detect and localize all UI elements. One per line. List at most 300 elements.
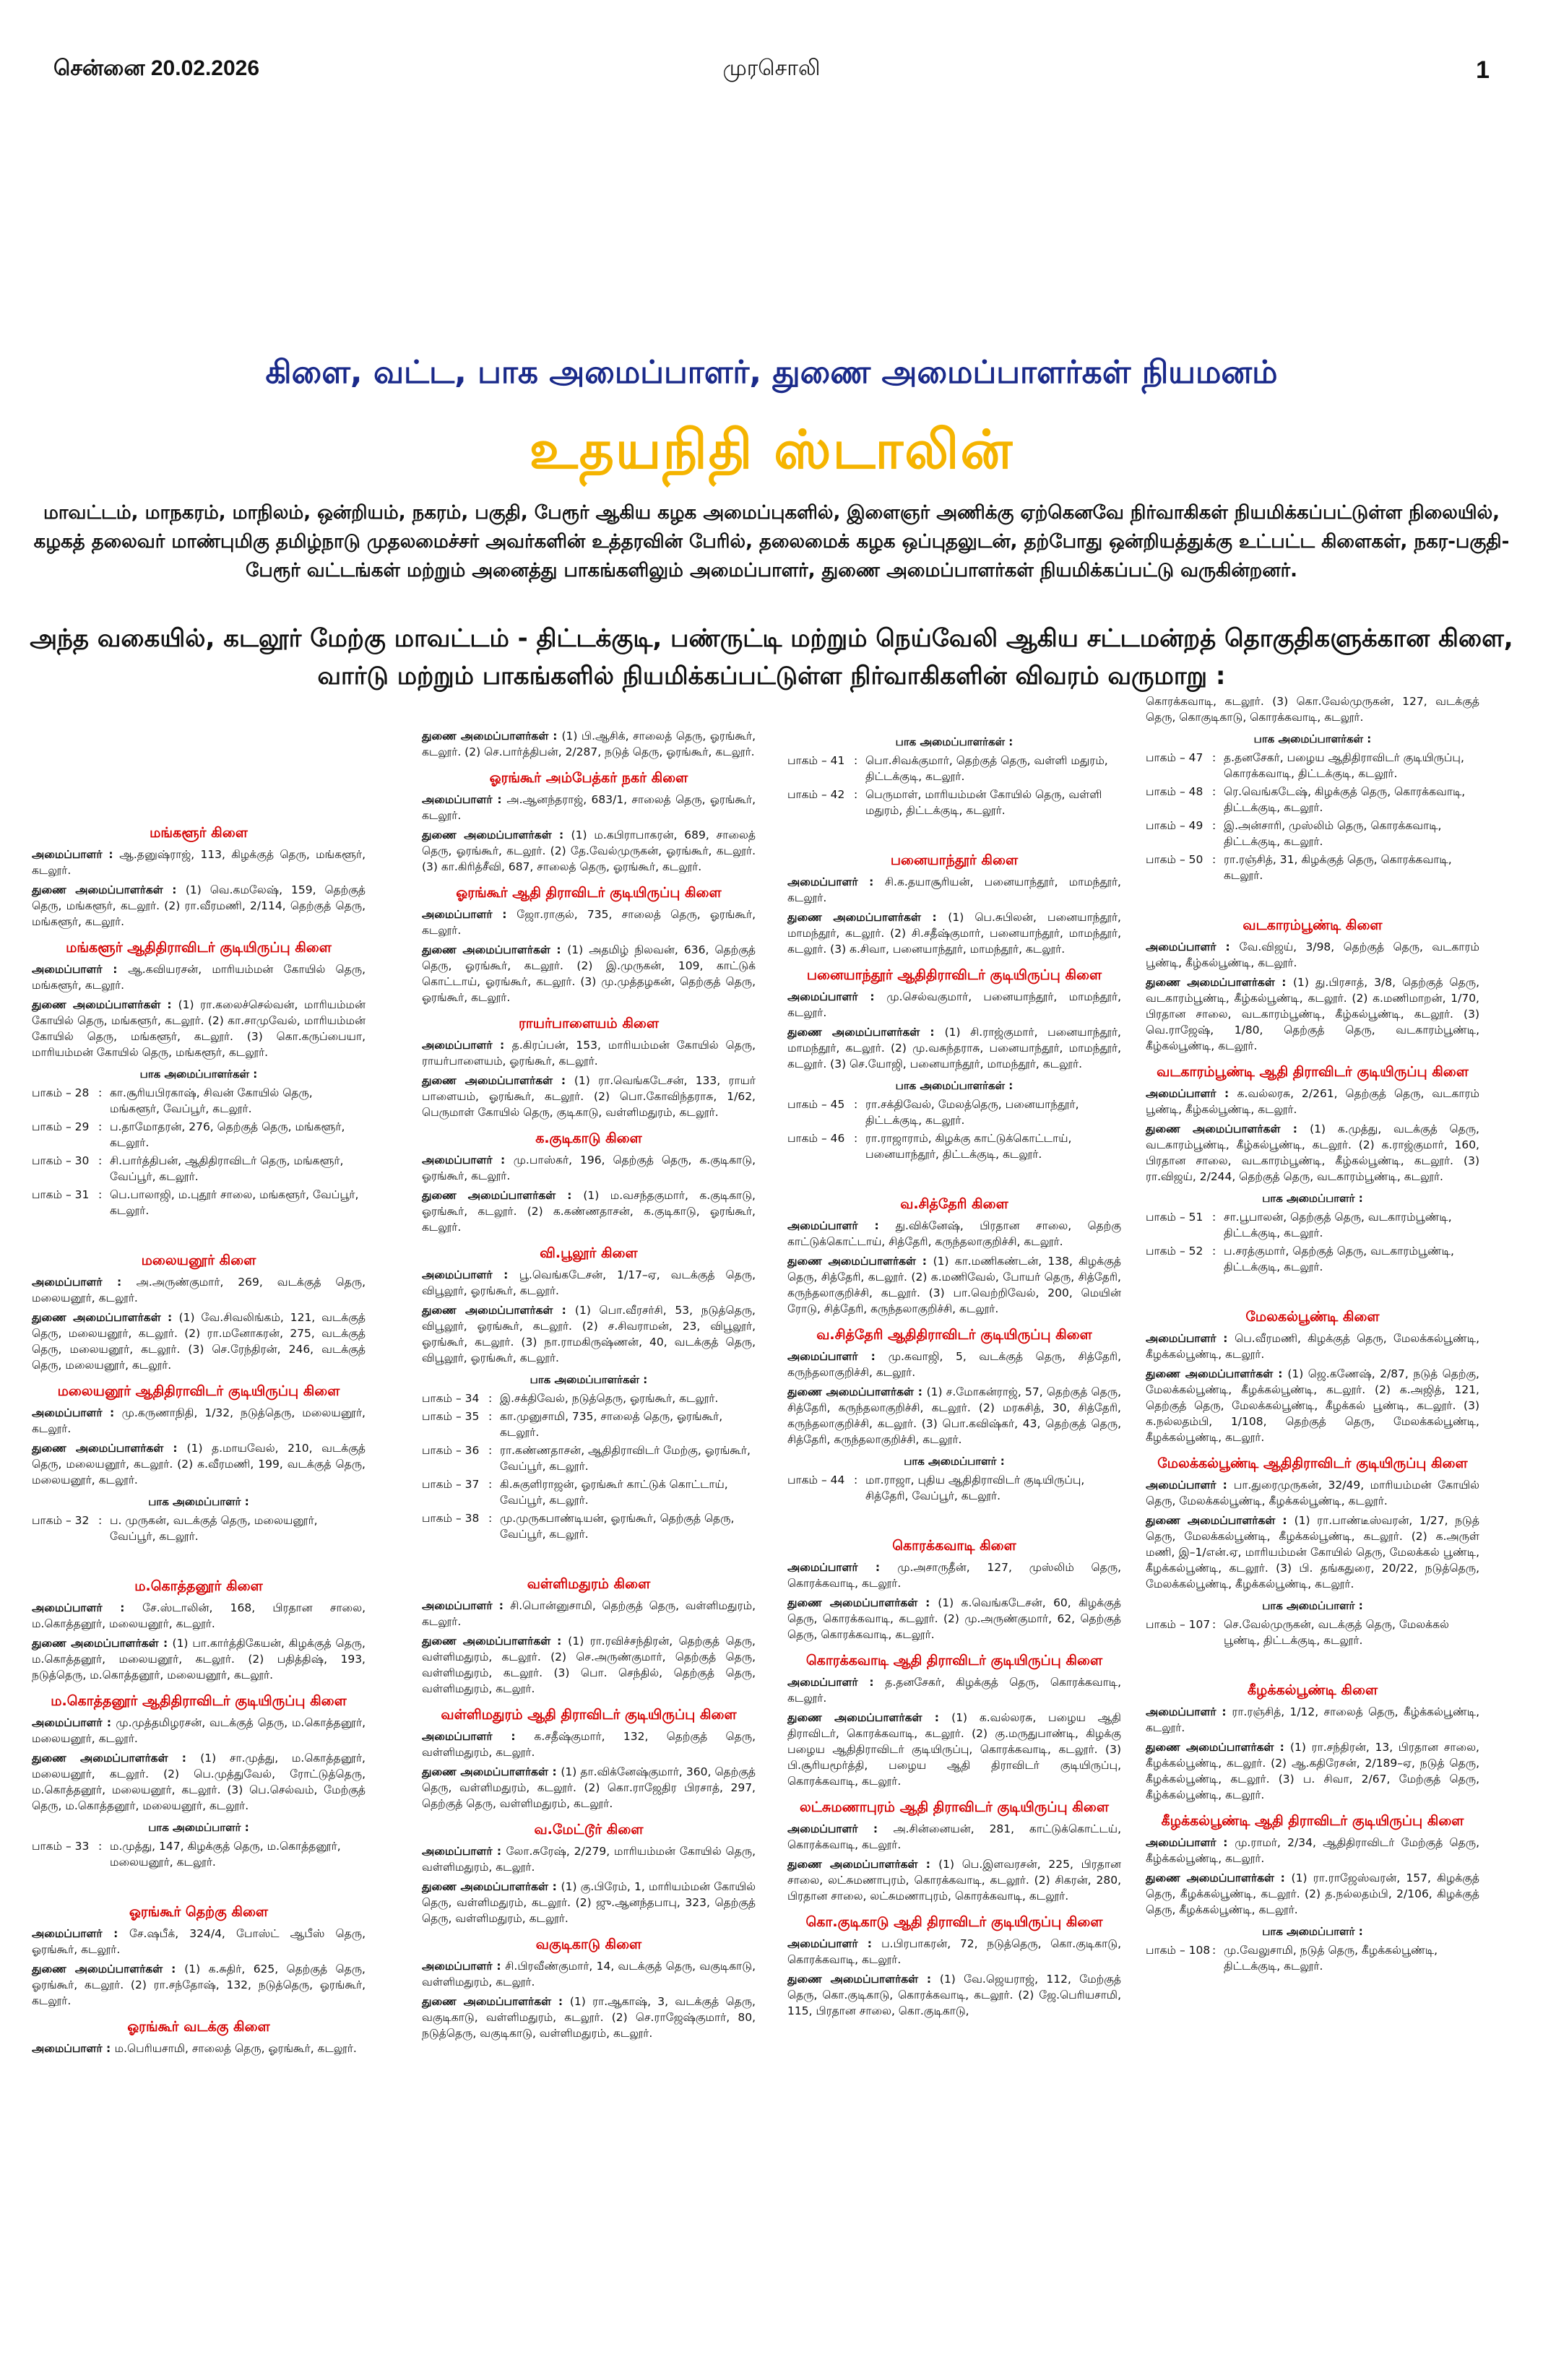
role-label: துணை அமைப்பாளர்கள் : (422, 1074, 574, 1087)
subsection-heading: பாக அமைப்பாளர்கள் : (530, 1373, 648, 1386)
appointee-details: (1) ம.வசந்தகுமார், க.குடிகாடு, ஓரங்கூர், கடலூர். (2) க.கண்ணதாசன், க.குடிகாடு, ஓரங்கூர், கடலூர். (422, 1189, 756, 1234)
role-label: துணை அமைப்பாளர்கள் : (787, 1385, 927, 1398)
appointee-details: து.விக்னேஷ், பிரதான சாலை, தெற்கு காட்டுக்கொட்டாய், சித்தேரி, கருந்தலாகுறிச்சி, கடலூர். (787, 1219, 1122, 1248)
role-label: துணை அமைப்பாளர்கள் : (32, 998, 178, 1011)
spacer (1146, 886, 1479, 907)
appointee-entry (787, 909, 1121, 957)
appointee-details: (1) பெ.சுபிலன், பனையாந்தூர், மாமந்தூர், கடலூர். (2) சி.சதீஷ்குமார், பனையாந்தூர், மாமந்தூர், கடலூர். (3) க.சிவா, பனையாந்தூர், மாமந்தூர், கடலூர். (787, 911, 1121, 956)
appointee-details: ரா.ரஞ்சித், 1/12, சாலைத் தெரு, கீழ்க்கல்பூண்டி, கடலூர். (1146, 1705, 1479, 1734)
headline: கிளை, வட்ட, பாக அமைப்பாளர், துணை அமைப்பாளர்கள் நியமனம் (265, 354, 1278, 391)
role-label: துணை அமைப்பாளர்கள் : (787, 911, 948, 924)
booth-number: பாகம் – 28 (32, 1086, 90, 1099)
appointee-details: (1) து.பிரசாத், 3/8, தெற்குத் தெரு, வடகாரம்பூண்டி, கீழ்கல்பூண்டி, கடலூர். (2) க.மணிமாறன், 1/70, பிரதான சாலை, வடகாரம்பூண்டி, கீழ்கல்பூண்டி, கடலூர். (3) வெ.ராஜேஷ், 1/80, தெற்குத் தெரு, வடகாரம்பூண்டி, கீழ்கல்பூண்டி, கடலூர். (1146, 976, 1479, 1052)
booth-appointee: ப.தாமோதரன், 276, தெற்குத் தெரு, மங்களூர், கடலூர். (110, 1120, 345, 1149)
booth-number: பாகம் – 34 (422, 1392, 480, 1405)
booth-appointee: செ.வேல்முருகன், வடக்குத் தெரு, மேலக்கல் பூண்டி, திட்டக்குடி, கடலூர். (1224, 1618, 1449, 1647)
appointee-details: பூ.வெங்கடேசன், 1/17–ஏ, வடக்குத் தெரு, விபூலூர், ஓரங்கூர், கடலூர். (422, 1268, 756, 1297)
separator: : (98, 1188, 103, 1201)
role-label: துணை அமைப்பாளர்கள் : (1146, 1122, 1310, 1135)
section-heading: மேலகல்பூண்டி கிளை (1245, 1309, 1380, 1325)
separator: : (1212, 853, 1216, 866)
separator: : (854, 1098, 858, 1111)
appointee-entry (1146, 1121, 1479, 1185)
role-label: துணை அமைப்பாளர்கள் : (422, 1189, 584, 1202)
booth-appointee: சி.பார்த்திபன், ஆதிதிராவிடர் தெரு, மங்களூர், வேப்பூர், கடலூர். (110, 1154, 344, 1183)
appointee-entry (422, 728, 756, 760)
role-label: துணை அமைப்பாளர்கள் : (1146, 1741, 1290, 1754)
role-label: துணை அமைப்பாளர்கள் : (787, 1711, 952, 1724)
appointee-entry (32, 1635, 366, 1683)
separator: : (98, 1120, 103, 1133)
role-label: அமைப்பாளர் : (787, 1350, 889, 1363)
role-label: அமைப்பாளர் : (32, 963, 129, 976)
role-label: அமைப்பாளர் : (1146, 1705, 1232, 1718)
section-heading: ம.கொத்தனூர் ஆதிதிராவிடர் குடியிருப்பு கிளை (51, 1693, 347, 1709)
appointee-entry (1146, 1835, 1479, 1866)
appointee-entry (32, 1600, 366, 1632)
role-label: அமைப்பாளர் : (787, 990, 887, 1003)
section-heading: வடகாரம்பூண்டி கிளை (1242, 917, 1383, 933)
role-label: துணை அமைப்பாளர்கள் : (422, 943, 568, 956)
appointee-details: மு.அசாருதீன், 127, முஸ்லிம் தெரு, கொரக்கவாடி, கடலூர். (787, 1561, 1121, 1590)
appointee-details: பெ.வீரமணி, கிழக்குத் தெரு, மேலக்கல்பூண்டி, கீழக்கல்பூண்டி, கடலூர். (1146, 1332, 1479, 1361)
appointee-details: (1) பெ.இளவரசன், 225, பிரதான சாலை, லட்சுமணாபுரம், கொரக்கவாடி, கடலூர். (2) சிகரன், 280, பிரதான சாலை, லட்சுமணாபுரம், கொரக்கவாடி, கடலூர். (787, 1858, 1121, 1903)
appointee-details: அ.அருண்குமார், 269, வடக்குத் தெரு, மலையனூர், கடலூர். (32, 1276, 366, 1304)
appointee-details: (1) ரா.கலைச்செல்வன், மாரியம்மன் கோயில் தெரு, மங்களூர், கடலூர். (2) கா.சாமுவேல், மாரியம்மன் கோயில் தெரு, மங்களூர், கடலூர். (3) கொ.கருப்பையா, மாரியம்மன் கோயில் தெரு, மங்களூர், கடலூர். (32, 998, 366, 1059)
role-label: அமைப்பாளர் : (1146, 1479, 1234, 1492)
role-label: அமைப்பாளர் : (787, 1561, 898, 1574)
booth-row (32, 1187, 366, 1219)
role-label: அமைப்பாளர் : (422, 1845, 506, 1858)
appointee-details: ஆ.தனுஷ்ராஜ், 113, கிழக்குத் தெரு, மங்களூர், கடலூர். (32, 848, 366, 877)
role-label: அமைப்பாளர் : (422, 1730, 535, 1743)
booth-row (787, 1096, 1121, 1128)
booth-appointee: ப. முருகன், வடக்குத் தெரு, மலையனூர், வேப்பூர், கடலூர். (110, 1514, 318, 1543)
booth-row (32, 1119, 366, 1151)
appointee-details: (1) கா.மணிகண்டன், 138, கிழக்குத் தெரு, சித்தேரி, கடலூர். (2) க.மணிவேல், போயர் தெரு, சித்தேரி, கருந்தலாகுறிச்சி, கடலூர். (3) பா.வெற்றிவேல், 200, மெயின் ரோடு, சித்தேரி, கருந்தலாகுறிச்சி, கடலூர். (787, 1255, 1121, 1315)
spacer (787, 821, 1121, 842)
appointee-entry (1146, 1330, 1479, 1362)
appointee-entry (422, 1994, 756, 2041)
appointee-entry (422, 1302, 756, 1366)
booth-appointee: மா.ராஜா, புதிய ஆதிதிராவிடர் குடியிருப்பு, சித்தேரி, வேப்பூர், கடலூர். (865, 1474, 1085, 1502)
appointee-details: (1) பொ.வீரசர்சி, 53, நடுத்தெரு, விபூலூர், ஓரங்கூர், கடலூர். (2) ச.சிவராமன், 23, விபூலூர், ஓரங்கூர், கடலூர். (3) நா.ராமகிருஷ்ணன், 40, வடக்குத் தெரு, விபூலூர், ஓரங்கூர், கடலூர். (422, 1304, 756, 1364)
role-label: அமைப்பாளர் : (422, 793, 507, 806)
appointee-entry (422, 1843, 756, 1875)
appointee-details: (1) சி.ராஜ்குமார், பனையாந்தூர், மாமந்தூர், கடலூர். (2) மு.வசுந்தராசு, பனையாந்தூர், மாமந்தூர், கடலூர். (3) செ.யோஜி, பனையாந்தூர், மாமந்தூர், கடலூர். (787, 1026, 1121, 1070)
booth-row (1146, 1942, 1479, 1974)
booth-row (422, 1476, 756, 1508)
column-2 (422, 728, 756, 2045)
appointee-details: த.கிரப்பன், 153, மாரியம்மன் கோயில் தெரு, ராயர்பாளையம், ஓரங்கூர், கடலூர். (422, 1039, 756, 1068)
role-label: அமைப்பாளர் : (422, 1960, 506, 1973)
separator: : (854, 1474, 858, 1487)
booth-row (32, 1513, 366, 1544)
section-heading: மலையனூர் ஆதிதிராவிடர் குடியிருப்பு கிளை (57, 1383, 340, 1399)
role-label: துணை அமைப்பாளர்கள் : (1146, 1367, 1288, 1380)
appointee-details: சே.ஷபீக், 324/4, போஸ்ட் ஆபீஸ் தெரு, ஓரங்கூர், கடலூர். (32, 1927, 366, 1956)
section-heading: வகுடிகாடு கிளை (535, 1937, 642, 1952)
subsection-heading: பாக அமைப்பாளர் : (1262, 1925, 1363, 1938)
booth-number: பாகம் – 48 (1146, 785, 1203, 798)
booth-number: பாகம் – 29 (32, 1120, 90, 1133)
appointee-entry (32, 1750, 366, 1814)
appointee-entry (32, 2041, 366, 2056)
separator: : (98, 1840, 103, 1853)
booth-appointee: ரா.கண்ணதாசன், ஆதிதிராவிடர் மேற்கு, ஓரங்கூர், வேப்பூர், கடலூர். (500, 1444, 751, 1473)
spacer (32, 1221, 366, 1242)
separator: : (854, 1132, 858, 1145)
appointee-entry (422, 1267, 756, 1299)
booth-appointee: சா.பூபாலன், தெற்குத் தெரு, வடகாரம்பூண்டி, திட்டக்குடி, கடலூர். (1224, 1211, 1452, 1239)
appointee-entry (1146, 974, 1479, 1054)
appointee-details: ம.பெரியசாமி, சாலைத் தெரு, ஓரங்கூர், கடலூர். (114, 2042, 357, 2055)
booth-row (422, 1408, 756, 1440)
booth-appointee: கா.முனுசாமி, 735, சாலைத் தெரு, ஓரங்கூர், கடலூர். (500, 1410, 723, 1439)
appointee-details: (1) ரா.ராஜேஸ்வரன், 157, கிழக்குத் தெரு, கீழக்கல்பூண்டி, கடலூர். (2) த.நல்லதம்பி, 2/106, கிழக்குத் தெரு, கீழக்கல்பூண்டி, கடலூர். (1146, 1871, 1479, 1916)
booth-appointee: ரெ.வெங்கடேஷ், கிழக்குத் தெரு, கொரக்கவாடி, திட்டக்குடி, கடலூர். (1224, 785, 1466, 814)
subsection-heading: பாக அமைப்பாளர் : (148, 1821, 249, 1834)
booth-appointee: மு.வேலுசாமி, நடுத் தெரு, கீழக்கல்பூண்டி, திட்டக்குடி, கடலூர். (1224, 1944, 1438, 1973)
role-label: துணை அமைப்பாளர்கள் : (422, 828, 571, 841)
booth-row (787, 1472, 1121, 1504)
appointee-entry (1146, 1513, 1479, 1592)
appointee-entry (32, 847, 366, 878)
spacer (422, 1544, 756, 1566)
appointee-entry (1146, 1477, 1479, 1509)
appointee-entry (32, 1715, 366, 1747)
appointee-details: (1) வெ.கமலேஷ், 159, தெற்குத் தெரு, மங்களூர், கடலூர். (2) ரா.வீரமணி, 2/114, தெற்குத் தெரு, மங்களூர், கடலூர். (32, 883, 366, 928)
appointee-details: சே.ஸ்டாலின், 168, பிரதான சாலை, ம.கொத்தனூர், மலையனூர், கடலூர். (32, 1601, 366, 1630)
role-label: அமைப்பாளர் : (787, 1676, 886, 1689)
appointee-entry (32, 997, 366, 1060)
appointee-details: (1) தா.விக்னேஷ்குமார், 360, தெற்குத் தெரு, வள்ளிமதுரம், கடலூர். (2) கொ.ராஜேதிர பிரசாத், 297, தெற்குத் தெரு, வள்ளிமதுரம், கடலூர். (422, 1765, 756, 1810)
separator: : (488, 1410, 493, 1423)
booth-number: பாகம் – 45 (787, 1098, 845, 1111)
appointee-details: (1) த.மாயவேல், 210, வடக்குத் தெரு, மலையனூர், கடலூர். (2) க.வீரமணி, 199, வடக்குத் தெரு, மலையனூர், கடலூர். (32, 1442, 366, 1487)
appointee-entry (787, 1971, 1121, 2019)
spacer (787, 1164, 1121, 1186)
separator: : (854, 788, 858, 801)
booth-number: பாகம் – 38 (422, 1512, 480, 1525)
separator: : (488, 1478, 493, 1491)
subsection-heading: பாக அமைப்பாளர்கள் : (895, 735, 1013, 748)
role-label: அமைப்பாளர் : (787, 1822, 894, 1835)
section-heading: கொரக்கவாடி ஆதி திராவிடர் குடியிருப்பு கிளை (805, 1653, 1103, 1669)
page-header (53, 56, 1490, 85)
role-label: துணை அமைப்பாளர்கள் : (1146, 1871, 1292, 1884)
role-label: அமைப்பாளர் : (422, 908, 517, 921)
role-label: துணை அமைப்பாளர்கள் : (32, 883, 186, 896)
separator: : (98, 1514, 103, 1527)
column-4 (1146, 693, 1479, 1976)
booth-number: பாகம் – 31 (32, 1188, 90, 1201)
appointee-entry (1146, 1704, 1479, 1736)
booth-appointee: பெ.பாலாஜி, ம.புதூர் சாலை, மங்களூர், வேப்பூர், கடலூர். (110, 1188, 359, 1217)
separator: : (488, 1512, 493, 1525)
appointee-entry (32, 961, 366, 993)
role-label: அமைப்பாளர் : (32, 2042, 115, 2055)
appointee-entry (32, 1405, 366, 1437)
separator: : (1212, 1618, 1216, 1631)
booth-number: பாகம் – 41 (787, 754, 845, 767)
booth-row (1146, 750, 1479, 782)
appointee-entry (787, 1821, 1121, 1853)
separator: : (488, 1444, 493, 1457)
section-heading: ம.கொத்தனூர் கிளை (134, 1578, 263, 1594)
booth-appointee: ப.சரத்குமார், தெற்குத் தெரு, வடகாரம்பூண்டி, திட்டக்குடி, கடலூர். (1224, 1245, 1454, 1273)
column-3 (787, 728, 1121, 2022)
separator: : (854, 754, 858, 767)
page-number: 1 (1476, 56, 1490, 84)
booth-number: பாகம் – 108 (1146, 1944, 1211, 1957)
appointee-entry (422, 1598, 756, 1630)
appointee-entry (1146, 1739, 1479, 1803)
booth-appointee: ரா.ராஜாராம், கிழக்கு காட்டுக்கொட்டாய், பனையாந்தூர், திட்டக்குடி, கடலூர். (865, 1132, 1072, 1161)
appointee-details: க.சதீஷ்குமார், 132, தெற்குத் தெரு, வள்ளிமதுரம், கடலூர். (422, 1730, 756, 1759)
date-line: சென்னை 20.02.2026 (53, 56, 260, 80)
role-label: அமைப்பாளர் : (787, 1937, 882, 1950)
booth-number: பாகம் – 32 (32, 1514, 90, 1527)
appointee-details: சி.பிரவீண்குமார், 14, வடக்குத் தெரு, வகுடிகாடு, வள்ளிமதுரம், கடலூர். (422, 1960, 756, 1989)
appointee-details: அ.ஆனந்தராஜ், 683/1, சாலைத் தெரு, ஓரங்கூர், கடலூர். (422, 793, 756, 822)
spacer (1146, 1277, 1479, 1299)
appointee-details: (1) பி.ஆசிக், சாலைத் தெரு, ஓரங்கூர், கடலூர். (2) செ.பார்த்திபன், 2/287, நடுத் தெரு, ஓரங்கூர், கடலூர். (422, 730, 756, 758)
appointee-entry (1146, 1086, 1479, 1117)
intro-paragraph: மாவட்டம், மாநகரம், மாநிலம், ஒன்றியம், நகரம், பகுதி, பேரூர் ஆகிய கழக அமைப்புகளில், இளைஞர் அணிக்கு ஏற்கெனவே நிர்வாகிகள் நியமிக்கப்பட்டுள்ள நிலையில், கழகத் தலைவர் மாண்புமிகு தமிழ்நாடு முதலமைச்சர் அவர்களின் உத்தரவின் பேரில், தலைமைக் கழக ஒப்புதலுடன், தற்போது ஒன்றியத்துக்கு உட்பட்ட கிளைகள், நகர-பகுதி-பேரூர் வட்டங்கள் மற்றும் அனைத்து பாகங்களிலும் அமைப்பாளர், துணை அமைப்பாளர்கள் நியமிக்கப்பட்டு வருகின்றனர். (33, 502, 1510, 581)
appointee-entry (787, 1559, 1121, 1591)
booth-number: பாகம் – 52 (1146, 1245, 1203, 1258)
role-label: அமைப்பாளர் : (422, 1268, 519, 1281)
section-heading: மங்களூர் ஆதிதிராவிடர் குடியிருப்பு கிளை (66, 940, 332, 956)
role-label: துணை அமைப்பாளர்கள் : (422, 1765, 561, 1778)
newspaper-name: முரசொலி (722, 56, 821, 80)
section-heading: ஓரங்கூர் ஆதி திராவிடர் குடியிருப்பு கிளை (456, 885, 722, 901)
appointee-details: (1) ஜெ.கணேஷ், 2/87, நடுத் தெற்கு, மேலக்கல்பூண்டி, கீழக்கல்பூண்டி, கடலூர். (2) க.அஜித், 121, தெற்குத் தெரு, மேலக்கல்பூண்டி, கீழக்கல் பூண்டி, கடலூர். (3) க.நல்லதம்பி, 1/108, தெற்குத் தெரு, மேலக்கல்பூண்டி, கீழக்கல்பூண்டி, கடலூர். (1146, 1367, 1479, 1444)
appointee-details: ப.பிரபாகரன், 72, நடுத்தெரு, கொ.குடிகாடு, கொரக்கவாடி, கடலூர். (787, 1937, 1121, 1966)
role-label: துணை அமைப்பாளர்கள் : (787, 1596, 938, 1609)
separator: : (1212, 819, 1216, 832)
appointee-details: மு.ராமர், 2/34, ஆதிதிராவிடர் மேற்குத் தெரு, கீழ்க்கல்பூண்டி, கடலூர். (1146, 1836, 1479, 1865)
booth-number: பாகம் – 47 (1146, 751, 1203, 764)
appointee-details: மு.கருணாநிதி, 1/32, நடுத்தெரு, மலையனூர், கடலூர். (32, 1406, 366, 1435)
subsection-heading: பாக அமைப்பாளர் : (904, 1455, 1005, 1468)
booth-number: பாகம் – 33 (32, 1840, 90, 1853)
role-label: துணை அமைப்பாளர்கள் : (787, 1858, 939, 1871)
appointee-details: (1) பா.கார்த்திகேயன், கிழக்குத் தெரு, ம.கொத்தனூர், மலையனூர், கடலூர். (2) பதித்திஷ், 193, நடுத்தெரு, ம.கொத்தனூர், மலையனூர், கடலூர். (32, 1637, 366, 1682)
booth-number: பாகம் – 30 (32, 1154, 90, 1167)
role-label: துணை அமைப்பாளர்கள் : (422, 730, 562, 743)
role-label: துணை அமைப்பாளர்கள் : (787, 1026, 945, 1039)
role-label: அமைப்பாளர் : (32, 1927, 129, 1940)
appointee-entry (422, 1879, 756, 1926)
appointee-entry (422, 1633, 756, 1697)
appointee-entry (787, 1595, 1121, 1643)
appointee-details: சி.க.தயாசூரியன், பனையாந்தூர், மாமந்தூர், கடலூர். (787, 875, 1121, 904)
appointee-details: (1) ம.கபிராபாகரன், 689, சாலைத் தெரு, ஓரங்கூர், கடலூர். (2) தே.வேல்முருகன், ஓரங்கூர், கடலூர். (3) கா.கிரித்சீவி, 687, சாலைத் தெரு, ஓரங்கூர், கடலூர். (422, 828, 756, 873)
section-heading: வள்ளிமதுரம் கிளை (527, 1576, 651, 1592)
booth-number: பாகம் – 107 (1146, 1618, 1211, 1631)
appointee-entry (787, 1856, 1121, 1904)
booth-appointee: ரா.ரஞ்சித், 31, கிழக்குத் தெரு, கொரக்கவாடி, கடலூர். (1224, 853, 1452, 882)
appointee-entry (32, 1440, 366, 1488)
appointee-entry (422, 1764, 756, 1812)
appointee-details: சி.பொன்னுசாமி, தெற்குத் தெரு, வள்ளிமதுரம், கடலூர். (422, 1599, 756, 1628)
role-label: துணை அமைப்பாளர்கள் : (787, 1973, 940, 1986)
appointee-details: மு.முத்தமிழரசன், வடக்குத் தெரு, ம.கொத்தனூர், மலையனூர், கடலூர். (32, 1716, 366, 1745)
section-heading: வள்ளிமதுரம் ஆதி திராவிடர் குடியிருப்பு கிளை (441, 1707, 737, 1723)
role-label: அமைப்பாளர் : (32, 1601, 143, 1614)
separator: : (1212, 785, 1216, 798)
role-label: அமைப்பாளர் : (32, 1406, 122, 1419)
section-heading: வ.சித்தேரி ஆதிதிராவிடர் குடியிருப்பு கிளை (816, 1327, 1092, 1343)
subsection-heading: பாக அமைப்பாளர் : (1262, 1599, 1363, 1612)
booth-number: பாகம் – 49 (1146, 819, 1203, 832)
appointee-entry (787, 989, 1121, 1021)
section-heading: லட்சுமணாபுரம் ஆதி திராவிடர் குடியிருப்பு கிளை (800, 1799, 1109, 1815)
section-heading: கீழக்கல்பூண்டி கிளை (1247, 1682, 1378, 1698)
booth-row (1146, 784, 1479, 815)
section-heading: ஓரங்கூர் வடக்கு கிளை (127, 2019, 270, 2035)
appointee-details: (1) வே.ஜெயராஜ், 112, மேற்குத் தெரு, கொ.குடிகாடு, கொரக்கவாடி, கடலூர். (2) ஜே.பெரியசாமி, 115, பிரதான சாலை, கொ.குடிகாடு, (787, 1973, 1121, 2017)
booth-appointee: ரா.சக்திவேல், மேலத்தெரு, பனையாந்தூர், திட்டக்குடி, கடலூர். (865, 1098, 1079, 1127)
role-label: அமைப்பாளர் : (32, 1276, 137, 1289)
subsection-heading: பாக அமைப்பாளர் : (148, 1495, 249, 1508)
appointee-entry (422, 1728, 756, 1760)
appointee-entry (422, 942, 756, 1005)
appointee-entry (422, 1037, 756, 1069)
booth-appointee: மு.முருகபாண்டியன், ஓரங்கூர், தெற்குத் தெரு, வேப்பூர், கடலூர். (500, 1512, 735, 1541)
spacer (787, 1506, 1121, 1528)
booth-appointee: பெருமாள், மாரியம்மன் கோயில் தெரு, வள்ளி மதுரம், திட்டக்குடி, கடலூர். (865, 788, 1102, 817)
booth-row (1146, 818, 1479, 849)
appointee-details: (1) வே.சிவலிங்கம், 121, வடக்குத் தெரு, மலையனூர், கடலூர். (2) ரா.மனோகரன், 275, வடக்குத் தெரு, மலையனூர், கடலூர். (3) செ.ரேந்திரன், 246, வடக்குத் தெரு, மலையனூர், கடலூர். (32, 1311, 366, 1372)
booth-row (422, 1390, 756, 1406)
appointee-entry (787, 1024, 1121, 1072)
appointee-entry (787, 1674, 1121, 1706)
appointee-entry (422, 792, 756, 823)
section-heading: மேலக்கல்பூண்டி ஆதிதிராவிடர் குடியிருப்பு கிளை (1157, 1455, 1468, 1471)
role-label: துணை அமைப்பாளர்கள் : (422, 1880, 561, 1893)
appointee-details: (1) ச.மோகன்ராஜ், 57, தெற்குத் தெரு, சித்தேரி, கருந்தலாகுறிச்சி, கடலூர். (2) மரசுசித், 30, சித்தேரி, கருந்தலாகுறிச்சி, கடலூர். (3) பொ.கவிஷ்கர், 43, தெற்குத் தெரு, சித்தேரி, கருந்தலாகுறிச்சி, கடலூர். (787, 1385, 1121, 1446)
separator: : (1212, 751, 1216, 764)
appointee-details: (1) சா.முத்து, ம.கொத்தனூர், மலையனூர், கடலூர். (2) பெ.முத்துவேல், ரோட்டுத்தெரு, ம.கொத்தனூர், மலையனூர், கடலூர். (3) பெ.செல்வம், மேற்குத் தெரு, ம.கொத்தனூர், மலையனூர், கடலூர். (32, 1752, 366, 1812)
booth-number: பாகம் – 42 (787, 788, 845, 801)
booth-row (787, 753, 1121, 784)
appointee-entry (422, 1187, 756, 1235)
role-label: துணை அமைப்பாளர்கள் : (422, 1304, 575, 1317)
appointee-details: (1) க.முத்து, வடக்குத் தெரு, வடகாரம்பூண்டி, கீழ்கல்பூண்டி, கடலூர். (2) க.ராஜ்குமார், 160, பிரதான சாலை, வடகாரம்பூண்டி, கீழ்கல்பூண்டி, கடலூர். (3) ரா.விஜய், 2/244, தெற்குத் தெரு, வடகாரம்பூண்டி, கடலூர். (1146, 1122, 1479, 1183)
booth-row (1146, 1243, 1479, 1275)
booth-appointee: இ.அன்சாரி, முஸ்லிம் தெரு, கொரக்கவாடி, திட்டக்குடி, கடலூர். (1224, 819, 1442, 848)
separator: : (488, 1392, 493, 1405)
role-label: அமைப்பாளர் : (787, 1219, 896, 1232)
role-label: அமைப்பாளர் : (787, 875, 885, 888)
role-label: அமைப்பாளர் : (1146, 940, 1240, 953)
role-label: துணை அமைப்பாளர்கள் : (1146, 1514, 1295, 1527)
booth-appointee: ம.முத்து, 147, கிழக்குத் தெரு, ம.கொத்தனூர், மலையனூர், கடலூர். (110, 1840, 341, 1869)
spacer (1146, 1650, 1479, 1672)
role-label: துணை அமைப்பாளர்கள் : (32, 1963, 185, 1976)
appointee-entry (787, 1253, 1121, 1317)
booth-row (32, 1153, 366, 1185)
appointee-details: பா.துரைமுருகன், 32/49, மாரியம்மன் கோயில் தெரு, மேலக்கல்பூண்டி, கீழக்கல்பூண்டி, கடலூர். (1146, 1479, 1479, 1507)
role-label: அமைப்பாளர் : (422, 1599, 511, 1612)
role-label: துணை அமைப்பாளர்கள் : (1146, 976, 1293, 989)
appointee-entry (422, 827, 756, 875)
appointee-details: (1) ரா.ஆகாஷ், 3, வடக்குத் தெரு, வகுடிகாடு, வள்ளிமதுரம், கடலூர். (2) செ.ராஜேஷ்குமார், 80, நடுத்தெரு, வகுடிகாடு, வள்ளிமதுரம், கடலூர். (422, 1995, 756, 2040)
booth-row (787, 787, 1121, 818)
appointee-details: (1) க.வல்லரசு, பழைய ஆதி திராவிடர், கொரக்கவாடி, கடலூர். (2) கு.மருதுபாண்டி, கிழக்கு பழைய ஆதிதிராவிடர் குடியிருப்பு, கொரக்கவாடி, கடலூர். (3) பி.சூரியமூர்த்தி, பழைய ஆதி திராவிடர் குடியிருப்பு, கொரக்கவாடி, கடலூர். (787, 1711, 1121, 1788)
appointee-details: (1) க.சுதிர், 625, தெற்குத் தெரு, ஓரங்கூர், கடலூர். (2) ரா.சந்தோஷ், 132, நடுத்தெரு, ஓரங்கூர், கடலூர். (32, 1963, 366, 2007)
role-label: அமைப்பாளர் : (422, 1039, 512, 1052)
appointee-details: த.தனசேகர், கிழக்குத் தெரு, கொரக்கவாடி, கடலூர். (787, 1676, 1122, 1705)
appointee-entry (422, 1152, 756, 1184)
intro-paragraph-2: அந்த வகையில், கடலூர் மேற்கு மாவட்டம் - திட்டக்குடி, பண்ருட்டி மற்றும் நெய்வேலி ஆகிய சட்டமன்றத் தொகுதிகளுக்கான கிளை, வார்டு மற்றும் பாகங்களில் நியமிக்கப்பட்டுள்ள நிர்வாகிகளின் விவரம் வருமாறு : (30, 624, 1513, 691)
booth-number: பாகம் – 37 (422, 1478, 480, 1491)
section-heading: பனையாந்தூர் ஆதிதிராவிடர் குடியிருப்பு கிளை (806, 967, 1102, 983)
appointee-details: (1) ரா.ரவிச்சந்திரன், தெற்குத் தெரு, வள்ளிமதுரம், கடலூர். (2) செ.அருண்குமார், தெற்குத் தெரு, வள்ளிமதுரம், கடலூர். (3) பொ. செந்தில், தெற்குத் தெரு, வள்ளிமதுரம், கடலூர். (422, 1635, 756, 1695)
role-label: அமைப்பாளர் : (1146, 1836, 1235, 1849)
subsection-heading: பாக அமைப்பாளர்கள் : (139, 1068, 258, 1081)
booth-number: பாகம் – 36 (422, 1444, 480, 1457)
section-heading: வி.பூலூர் கிளை (540, 1245, 638, 1261)
appointee-entry (32, 1926, 366, 1957)
appointee-entry (32, 1961, 366, 2009)
booth-row (422, 1510, 756, 1542)
role-label: துணை அமைப்பாளர்கள் : (422, 1635, 569, 1648)
section-heading: வடகாரம்பூண்டி ஆதி திராவிடர் குடியிருப்பு கிளை (1157, 1064, 1469, 1080)
appointee-details: (1) கு.பிரேம், 1, மாரியம்மன் கோயில் தெரு, வள்ளிமதுரம், கடலூர். (2) ஜு.ஆனந்தபாபு, 323, தெற்குத் தெரு, வள்ளிமதுரம், கடலூர். (422, 1880, 756, 1925)
section-heading: வ.மேட்டூர் கிளை (534, 1822, 644, 1838)
appointee-details: (1) க.வெங்கடேசன், 60, கிழக்குத் தெரு, கொரக்கவாடி, கடலூர். (2) மு.அருண்குமார், 62, தெற்குத் தெரு, கொரக்கவாடி, கடலூர். (787, 1596, 1121, 1641)
spacer (32, 1872, 366, 1894)
role-label: துணை அமைப்பாளர்கள் : (32, 1442, 187, 1455)
booth-number: பாகம் – 35 (422, 1410, 480, 1423)
section-heading: ஓரங்கூர் அம்பேத்கர் நகர் கிளை (489, 770, 688, 786)
appointee-details: லோ.சுரேஷ், 2/279, மாரியம்மன் கோயில் தெரு, வள்ளிமதுரம், கடலூர். (422, 1845, 756, 1874)
role-label: துணை அமைப்பாளர்கள் : (787, 1255, 933, 1268)
booth-row (422, 1442, 756, 1474)
booth-number: பாகம் – 44 (787, 1474, 845, 1487)
role-label: அமைப்பாளர் : (1146, 1332, 1235, 1345)
booth-row (1146, 1209, 1479, 1241)
role-label: அமைப்பாளர் : (32, 1716, 116, 1729)
appointee-details: அ.சின்னையன், 281, காட்டுக்கொட்டய், கொரக்கவாடி, கடலூர். (787, 1822, 1121, 1851)
booth-number: பாகம் – 50 (1146, 853, 1203, 866)
role-label: துணை அமைப்பாளர்கள் : (32, 1637, 173, 1650)
appointee-entry (32, 1274, 366, 1306)
section-heading: கொரக்கவாடி கிளை (892, 1538, 1016, 1554)
appointee-entry (422, 1958, 756, 1990)
section-heading: ராயர்பாளையம் கிளை (518, 1016, 660, 1031)
appointee-entry (787, 1218, 1121, 1250)
booth-appointee: கி.சுகுளிராஜன், ஓரங்கூர் காட்டுக் கொட்டாய், வேப்பூர், கடலூர். (500, 1478, 728, 1507)
appointee-entry (1146, 939, 1479, 971)
booth-number: பாகம் – 46 (787, 1132, 845, 1145)
section-heading: பனையாந்தூர் கிளை (890, 852, 1019, 868)
appointee-entry (787, 1936, 1121, 1968)
appointee-entry (787, 1710, 1121, 1789)
section-heading: மங்களூர் கிளை (150, 825, 248, 841)
appointee-details: ஜோ.ராகுல், 735, சாலைத் தெரு, ஓரங்கூர், கடலூர். (422, 908, 756, 937)
section-heading: கொ.குடிகாடு ஆதி திராவிடர் குடியிருப்பு கிளை (805, 1914, 1103, 1930)
separator: : (1212, 1245, 1216, 1258)
booth-row (1146, 1617, 1479, 1648)
appointee-details: க.வல்லரசு, 2/261, தெற்குத் தெரு, வடகாரம் பூண்டி, கீழ்கல்பூண்டி, கடலூர். (1146, 1087, 1479, 1116)
booth-appointee: பொ.சிவக்குமார், தெற்குத் தெரு, வள்ளி மதுரம், திட்டக்குடி, கடலூர். (865, 754, 1108, 783)
section-heading: ஓரங்கூர் தெற்கு கிளை (129, 1904, 269, 1920)
